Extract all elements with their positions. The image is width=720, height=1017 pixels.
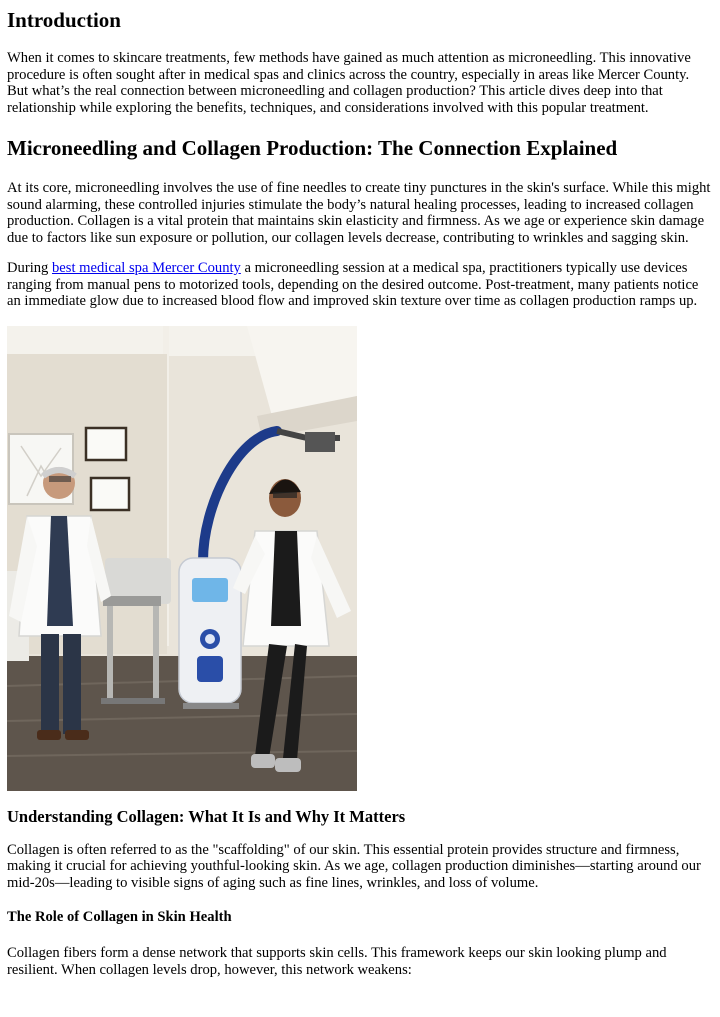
paragraph-2-trailing-text: a microneedling session at a medical spa, practitioners typically use devices ranging from manual pens to motorized tools, depending on the desired outcome. Post-treatment, many patients notice an immediate glow due to increased blood flow and improved skin texture over time as collagen production ramps up. bbox=[7, 260, 699, 309]
intro-paragraph: When it comes to skincare treatments, few methods have gained as much attention as microneedling. This innovative procedure is often sought after in medical spas and clinics across the country, especially in areas like Mercer County. But what’s the real connection between microneedling and collagen production? This article dives deep into that relationship while exploring the benefits, techniques, and considerations involved with this popular treatment. bbox=[7, 50, 691, 116]
collagen-role-paragraph: Collagen fibers form a dense network that supports skin cells. This framework keeps our skin looking plump and resilient. When collagen levels drop, however, this network weakens: bbox=[7, 945, 667, 978]
clinic-photo bbox=[7, 326, 357, 791]
main-section-paragraph-2 bbox=[7, 260, 713, 310]
medical-spa-link[interactable]: best medical spa Mercer County bbox=[52, 260, 241, 276]
collagen-section-heading: Understanding Collagen: What It Is and Why It Matters bbox=[7, 806, 406, 826]
collagen-role-heading: The Role of Collagen in Skin Health bbox=[7, 909, 232, 925]
main-section-paragraph-1: At its core, microneedling involves the use of fine needles to create tiny punctures in the skin's surface. While this might sound alarming, these controlled injuries stimulate the body’s natural healing processes, leading to increased collagen production. Collagen is a vital protein that maintains skin elasticity and firmness. As we age or experience skin damage due to factors like sun exposure or pollution, our collagen levels decrease, contributing to wrinkles and sagging skin. bbox=[7, 180, 711, 246]
collagen-section-paragraph: Collagen is often referred to as the "scaffolding" of our skin. This essential protein provides structure and firmness, making it crucial for achieving youthful-looking skin. As we age, collagen production diminishes—starting around our mid-20s—leading to visible signs of aging such as fine lines, wrinkles, and loss of volume. bbox=[7, 841, 701, 891]
intro-heading: Introduction bbox=[7, 8, 121, 32]
paragraph-2-lead-text: During bbox=[7, 260, 52, 276]
main-section-heading: Microneedling and Collagen Production: The Connection Explained bbox=[7, 136, 618, 160]
